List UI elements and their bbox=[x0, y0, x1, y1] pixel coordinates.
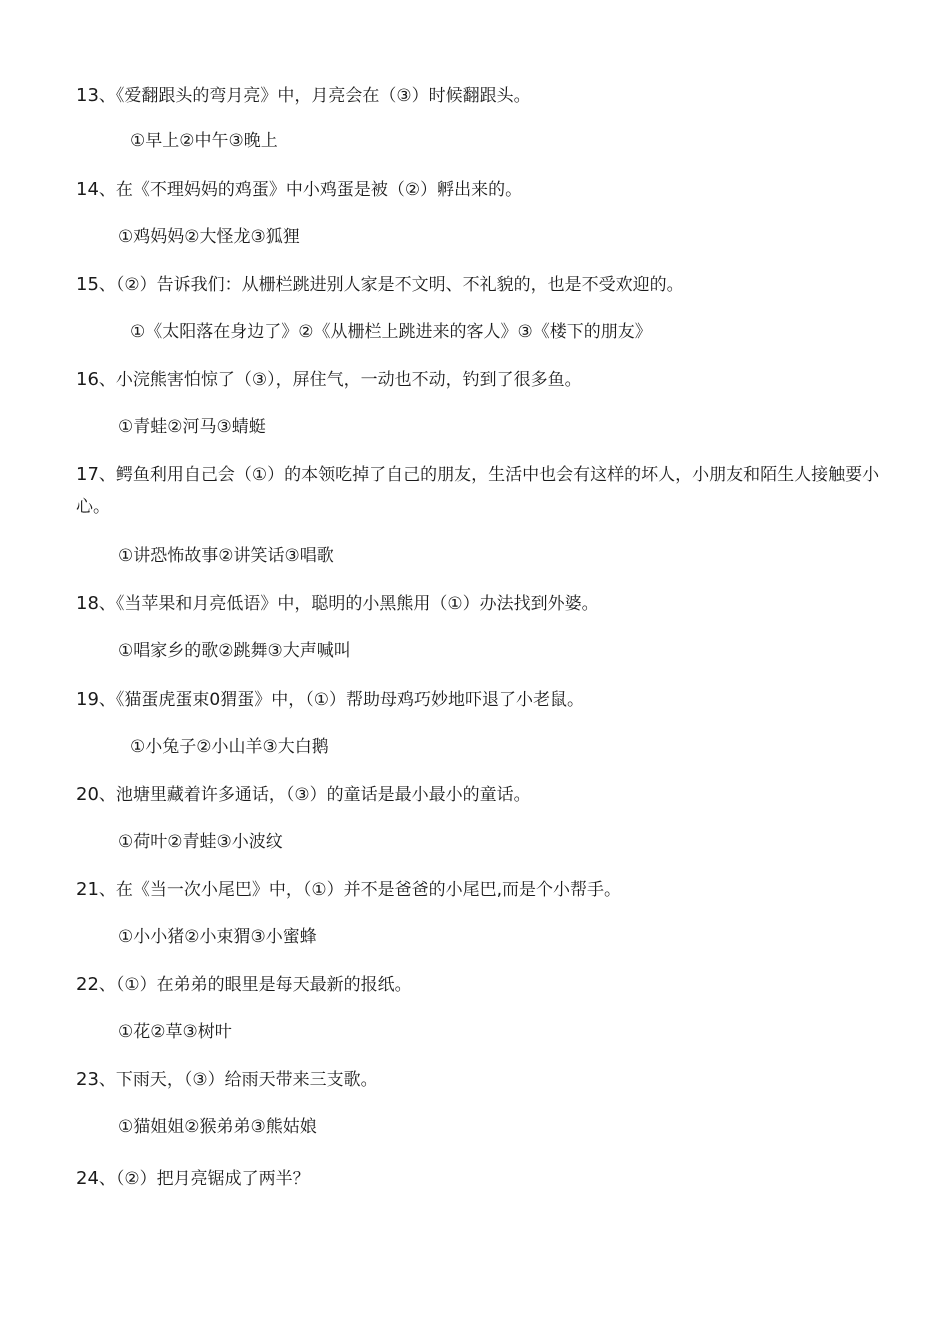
question-number: 20 bbox=[76, 784, 99, 805]
question-number: 17 bbox=[76, 464, 99, 485]
question-17-options: ①讲恐怖故事②讲笑话③唱歌 bbox=[118, 546, 334, 566]
question-21-options: ①小小猪②小束猬③小蜜蜂 bbox=[118, 927, 317, 947]
question-14 bbox=[76, 174, 886, 206]
question-15 bbox=[76, 269, 886, 301]
question-number: 21 bbox=[76, 879, 99, 900]
question-20 bbox=[76, 779, 886, 811]
question-13-options: ①早上②中午③晚上 bbox=[130, 131, 278, 151]
question-17 bbox=[76, 459, 886, 523]
question-24 bbox=[76, 1163, 886, 1195]
question-separator: 、 bbox=[98, 880, 116, 900]
question-22 bbox=[76, 969, 886, 1001]
question-separator: 、 bbox=[98, 86, 116, 106]
question-19-options: ①小兔子②小山羊③大白鹅 bbox=[130, 737, 329, 757]
question-text: （②）把月亮锯成了两半？ bbox=[115, 1169, 310, 1189]
question-separator: 、 bbox=[98, 370, 116, 390]
question-text: 《猫蛋虎蛋束0猬蛋》中，（①）帮助母鸡巧妙地吓退了小老鼠。 bbox=[115, 690, 584, 710]
question-text: 下雨天，（③）给雨天带来三支歌。 bbox=[115, 1070, 378, 1090]
question-separator: 、 bbox=[98, 785, 116, 805]
question-separator: 、 bbox=[98, 1169, 116, 1189]
question-13 bbox=[76, 80, 886, 112]
question-19 bbox=[76, 684, 886, 716]
question-number: 15 bbox=[76, 274, 99, 295]
question-number: 22 bbox=[76, 974, 99, 995]
question-text: 在《不理妈妈的鸡蛋》中小鸡蛋是被（②）孵出来的。 bbox=[115, 180, 523, 200]
question-separator: 、 bbox=[98, 975, 116, 995]
question-number: 23 bbox=[76, 1069, 99, 1090]
question-16-options: ①青蛙②河马③蜻蜓 bbox=[118, 417, 266, 437]
question-number: 13 bbox=[76, 85, 99, 106]
question-15-options: ①《太阳落在身边了》②《从栅栏上跳进来的客人》③《楼下的朋友》 bbox=[130, 322, 652, 342]
question-22-options: ①花②草③树叶 bbox=[118, 1022, 232, 1042]
question-number: 19 bbox=[76, 689, 99, 710]
question-separator: 、 bbox=[98, 465, 116, 485]
question-18-options: ①唱家乡的歌②跳舞③大声喊叫 bbox=[118, 641, 351, 661]
question-23 bbox=[76, 1064, 886, 1096]
question-separator: 、 bbox=[98, 690, 116, 710]
question-text: 小浣熊害怕惊了（③），屏住气，一动也不动，钓到了很多鱼。 bbox=[115, 370, 582, 390]
question-text: 在《当一次小尾巴》中，（①）并不是爸爸的小尾巴,而是个小帮手。 bbox=[115, 880, 622, 900]
question-separator: 、 bbox=[98, 275, 116, 295]
question-text: （②）告诉我们：从栅栏跳进别人家是不文明、不礼貌的，也是不受欢迎的。 bbox=[115, 275, 684, 295]
question-separator: 、 bbox=[98, 594, 116, 614]
question-number: 14 bbox=[76, 179, 99, 200]
question-number: 18 bbox=[76, 593, 99, 614]
question-text: 《当苹果和月亮低语》中，聪明的小黑熊用（①）办法找到外婆。 bbox=[115, 594, 599, 614]
question-16 bbox=[76, 364, 886, 396]
question-separator: 、 bbox=[98, 180, 116, 200]
question-18 bbox=[76, 588, 886, 620]
question-text: 《爱翻跟头的弯月亮》中，月亮会在（③）时候翻跟头。 bbox=[115, 86, 531, 106]
question-number: 16 bbox=[76, 369, 99, 390]
question-text: （①）在弟弟的眼里是每天最新的报纸。 bbox=[115, 975, 412, 995]
question-23-options: ①猫姐姐②猴弟弟③熊姑娘 bbox=[118, 1117, 317, 1137]
question-separator: 、 bbox=[98, 1070, 116, 1090]
question-number: 24 bbox=[76, 1168, 99, 1189]
question-text: 鳄鱼利用自己会（①）的本领吃掉了自己的朋友，生活中也会有这样的坏人，小朋友和陌生人接触要小心。 bbox=[76, 465, 880, 517]
question-14-options: ①鸡妈妈②大怪龙③狐狸 bbox=[118, 227, 300, 247]
question-20-options: ①荷叶②青蛙③小波纹 bbox=[118, 832, 283, 852]
question-21 bbox=[76, 874, 886, 906]
question-text: 池塘里藏着许多通话，（③）的童话是最小最小的童话。 bbox=[115, 785, 531, 805]
